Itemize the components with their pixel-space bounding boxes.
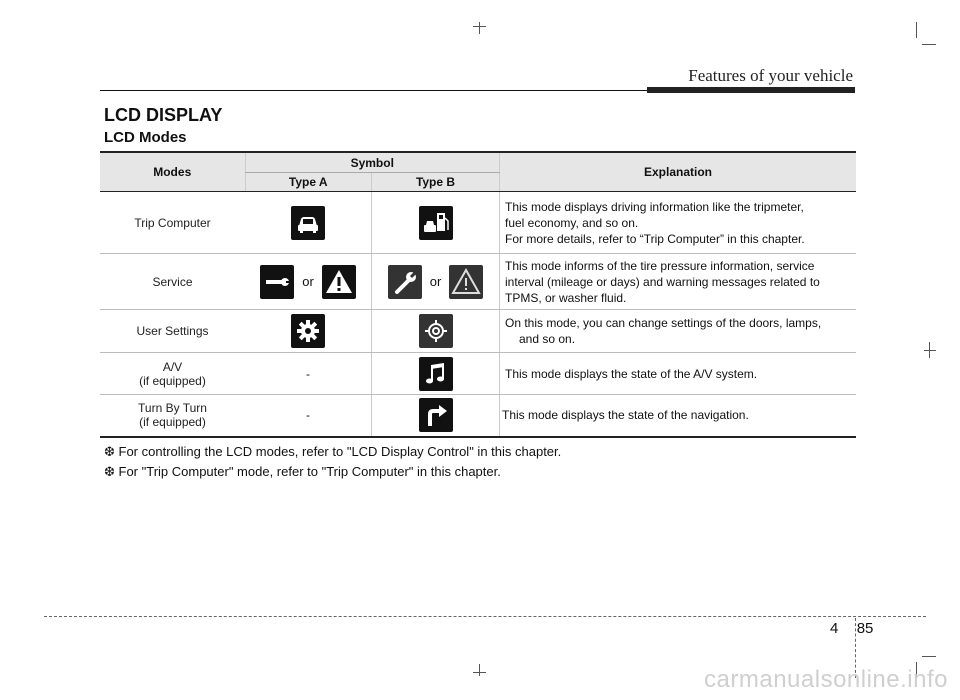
fuel-pump-car-icon — [419, 206, 453, 240]
header-rule-bar — [647, 87, 855, 93]
crop-mark — [473, 672, 486, 673]
music-note-icon — [419, 357, 453, 391]
mode-label: A/V — [162, 359, 183, 374]
explanation-line: fuel economy, and so on. — [505, 215, 639, 230]
explanation-line: This mode informs of the tire pressure information, service — [505, 258, 815, 273]
explanation-line: This mode displays the state of the A/V system. — [500, 353, 857, 395]
or-label: or — [302, 274, 314, 289]
explanation-line: For more details, refer to “Trip Computer” in this chapter. — [505, 231, 805, 246]
warning-triangle-icon — [449, 265, 483, 299]
mode-label: User Settings — [100, 310, 245, 353]
crop-mark — [924, 350, 936, 351]
page-title: LCD DISPLAY — [104, 105, 223, 125]
table-row — [100, 395, 856, 437]
explanation-line: This mode displays driving information like the tripmeter, — [505, 199, 804, 214]
page-subtitle: LCD Modes — [104, 129, 187, 146]
car-icon — [291, 206, 325, 240]
explanation-line: and so on. — [519, 332, 576, 346]
wrench-icon — [260, 265, 294, 299]
note-line: ❆ For "Trip Computer" mode, refer to "Trip Computer" in this chapter. — [104, 464, 501, 479]
watermark: carmanualsonline.info — [704, 666, 948, 693]
explanation-line: interval (mileage or days) and warning messages related to — [505, 274, 820, 289]
crop-mark — [473, 26, 486, 27]
mode-sublabel: (if equipped) — [139, 373, 206, 388]
mode-label: Trip Computer — [100, 192, 245, 254]
header-symbol: Symbol — [245, 152, 500, 173]
type-a-placeholder: - — [245, 395, 372, 437]
lcd-modes-table — [100, 151, 856, 438]
type-a-placeholder: - — [245, 353, 372, 395]
mode-label: Turn By Turn — [138, 401, 207, 416]
mode-sublabel: (if equipped) — [139, 415, 206, 430]
turn-arrow-icon — [419, 398, 453, 432]
crop-mark — [479, 664, 480, 676]
crop-mark — [916, 22, 917, 38]
note-line: ❆ For controlling the LCD modes, refer to "LCD Display Control" in this chapter. — [104, 444, 562, 459]
gear-icon — [291, 314, 325, 348]
table-row — [100, 192, 856, 254]
warning-triangle-icon — [322, 265, 356, 299]
explanation-line: This mode displays the state of the navigation. — [500, 395, 857, 437]
header-explanation: Explanation — [500, 152, 857, 192]
wrench-icon — [388, 265, 422, 299]
header-modes: Modes — [100, 152, 245, 192]
header-type-b: Type B — [372, 173, 500, 192]
gear-icon — [419, 314, 453, 348]
table-row — [100, 254, 856, 310]
crop-mark — [479, 22, 480, 34]
section-title: Features of your vehicle — [688, 66, 853, 85]
explanation-line: TPMS, or washer fluid. — [505, 290, 627, 305]
crop-mark — [922, 44, 936, 45]
mode-label: Service — [100, 254, 245, 310]
table-row — [100, 310, 856, 353]
table-row — [100, 353, 856, 395]
chapter-number: 4 — [830, 620, 839, 637]
header-rule — [100, 90, 647, 91]
header-type-a: Type A — [245, 173, 372, 192]
crop-mark — [922, 656, 936, 657]
footer-rule — [44, 616, 926, 617]
or-label: or — [429, 274, 442, 289]
page-number: 85 — [856, 620, 874, 637]
explanation-line: On this mode, you can change settings of the doors, lamps, — [505, 316, 822, 330]
